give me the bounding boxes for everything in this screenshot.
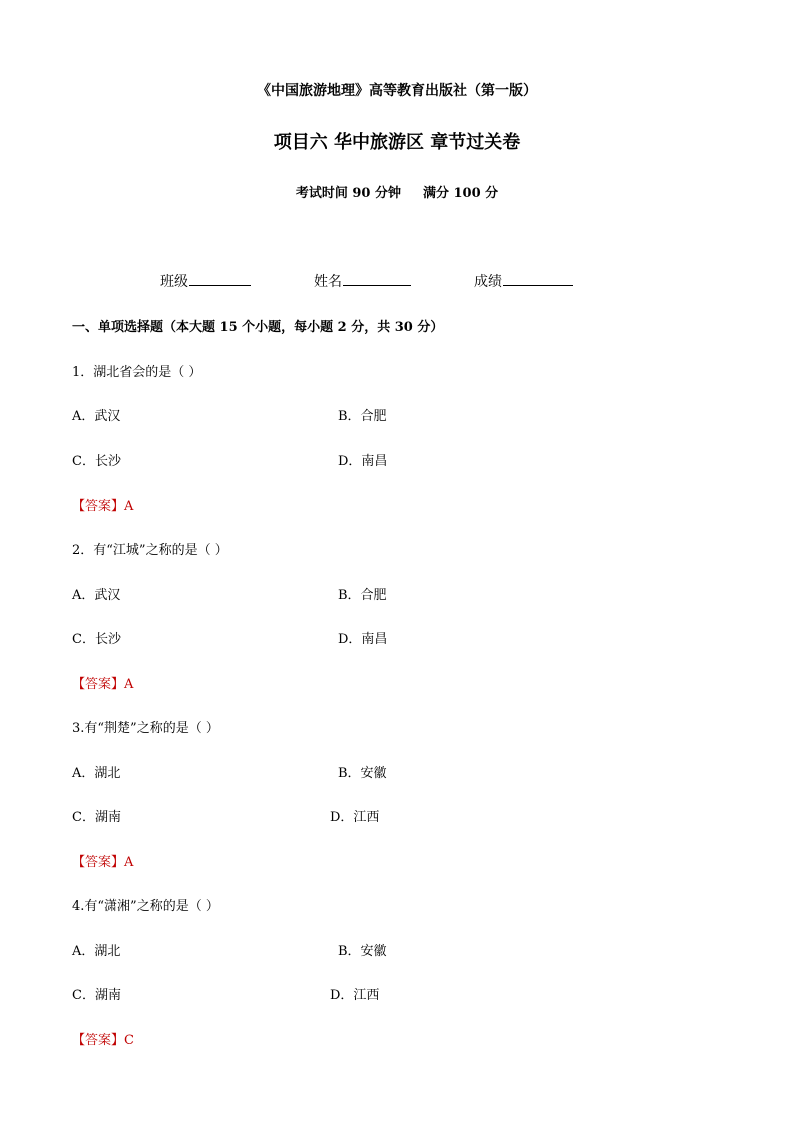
option-c: C．湖南	[72, 810, 121, 825]
full-score: 满分 100 分	[422, 186, 499, 201]
class-blank[interactable]	[189, 273, 251, 286]
option-a: A．武汉	[72, 588, 121, 603]
option-c: C．长沙	[72, 454, 121, 469]
question-stem: 2．有“江城”之称的是（ ）	[72, 543, 228, 558]
answer	[72, 851, 133, 870]
option-d: D．南昌	[338, 632, 388, 647]
score-field[interactable]	[474, 271, 573, 291]
option-b: B．安徽	[338, 766, 387, 781]
answer	[72, 495, 133, 514]
option-b: B．合肥	[338, 588, 387, 603]
option-c: C．长沙	[72, 632, 121, 647]
book-title: 《中国旅游地理》高等教育出版社（第一版）	[257, 83, 537, 99]
answer-value: A	[124, 499, 134, 514]
option-d: D．南昌	[338, 454, 388, 469]
name-blank[interactable]	[343, 273, 411, 286]
exam-time: 考试时间 90 分钟	[295, 186, 401, 201]
answer-label: 【答案】	[72, 855, 125, 870]
class-field[interactable]	[160, 271, 251, 291]
answer-label: 【答案】	[72, 1033, 125, 1048]
option-b: B．安徽	[338, 944, 387, 959]
name-label: 姓名	[314, 274, 342, 290]
answer-value: A	[124, 855, 134, 870]
option-a: A．湖北	[72, 766, 121, 781]
section-title: 一、单项选择题（本大题 15 个小题，每小题 2 分，共 30 分）	[72, 320, 444, 335]
question-stem: 4.有“潇湘”之称的是（ ）	[72, 899, 219, 914]
class-label: 班级	[160, 274, 188, 290]
score-label: 成绩	[474, 274, 502, 290]
option-d: D．江西	[330, 988, 380, 1003]
answer-value: A	[124, 677, 134, 692]
option-b: B．合肥	[338, 409, 387, 424]
answer	[72, 1029, 134, 1048]
answer-label: 【答案】	[72, 499, 125, 514]
option-d: D．江西	[330, 810, 380, 825]
name-field[interactable]	[314, 271, 411, 291]
option-a: A．武汉	[72, 409, 121, 424]
answer-value: C	[124, 1033, 134, 1048]
exam-info	[0, 182, 794, 201]
question-stem: 1．湖北省会的是（ ）	[72, 365, 202, 380]
option-c: C．湖南	[72, 988, 121, 1003]
option-a: A．湖北	[72, 944, 121, 959]
answer	[72, 673, 133, 692]
question-stem: 3.有“荆楚”之称的是（ ）	[72, 721, 219, 736]
answer-label: 【答案】	[72, 677, 125, 692]
score-blank[interactable]	[503, 273, 573, 286]
page-title: 项目六 华中旅游区 章节过关卷	[273, 132, 521, 153]
